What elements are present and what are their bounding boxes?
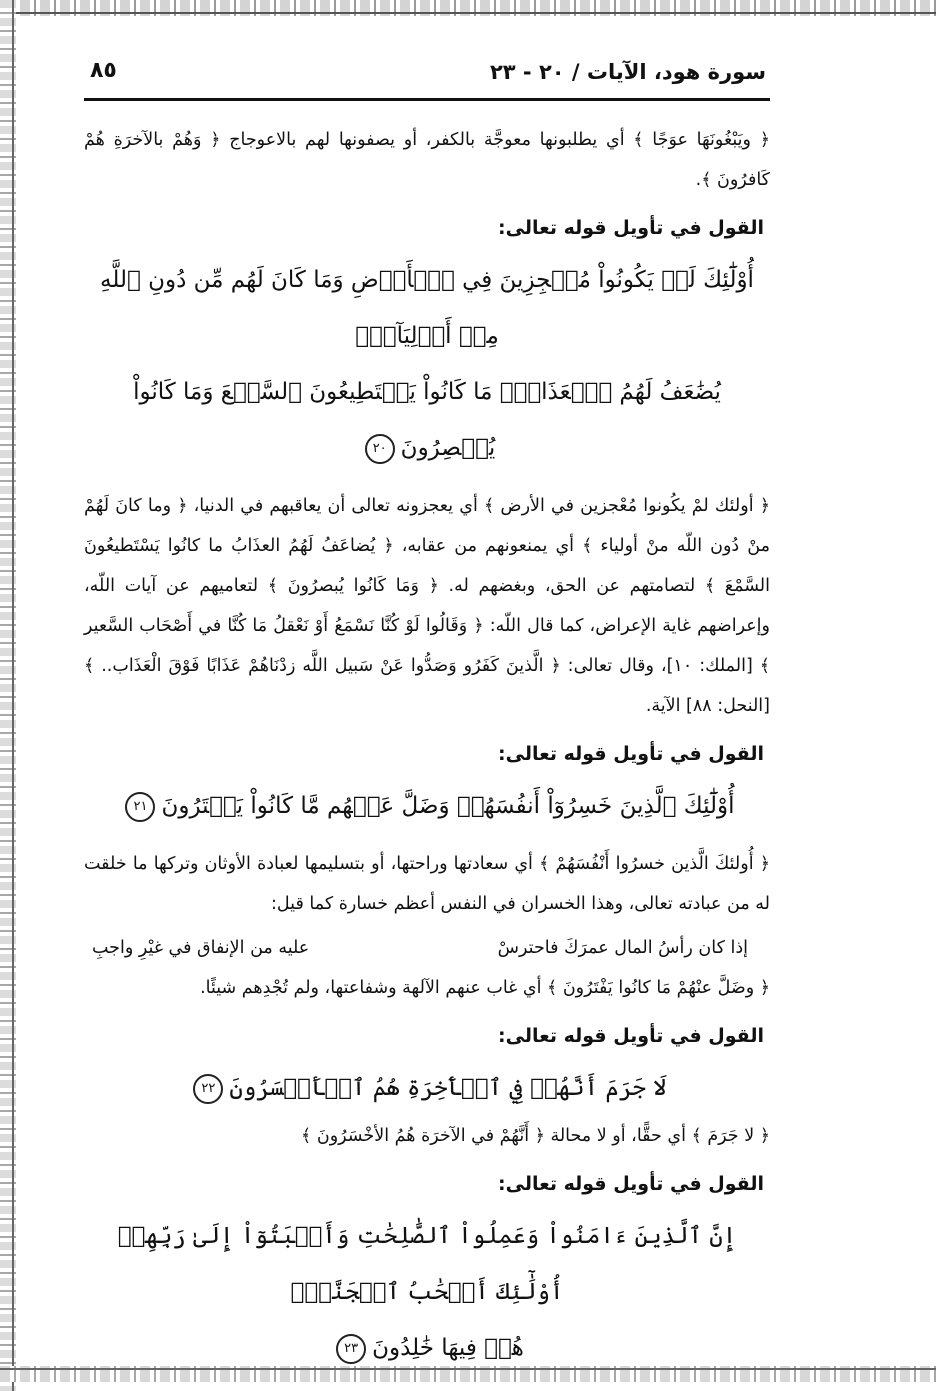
verse-text: إِنَّ ٱلَّذِينَ ءَامَنُواْ وَعَمِلُواْ ٱلصَّٰلِحَٰتِ وَأَخۡبَتُوٓاْ إِلَىٰ رَبِّهِمۡ أُوْلَٰٓئِكَ أَصۡحَٰبُ ٱلۡجَنَّةِۖ — [117, 1223, 737, 1305]
verse-text: أُوْلَٰٓئِكَ لَمۡ يَكُونُواْ مُعۡجِزِينَ فِي ٱلۡأَرۡضِ وَمَا كَانَ لَهُم مِّن دُونِ ٱللَّهِ مِنۡ أَوۡلِيَآءَۘ — [100, 267, 754, 349]
section-heading: القول في تأويل قوله تعالى: — [498, 1173, 764, 1195]
verse-21 — [84, 778, 770, 834]
section-heading: القول في تأويل قوله تعالى: — [498, 1025, 764, 1047]
verse-22 — [84, 1060, 770, 1116]
verse-text: أُوْلَٰٓئِكَ ٱلَّذِينَ خَسِرُوٓاْ أَنفُسَهُمۡ وَضَلَّ عَنۡهُم مَّا كَانُواْ يَفۡتَرُونَ — [161, 793, 735, 819]
verse-23-line-2 — [84, 1320, 770, 1376]
poem-verse — [84, 928, 770, 968]
ayah-number-marker: ٢١ — [125, 792, 155, 822]
commentary-paragraph: ﴿ وضَلَّ عنْهُمْ مَا كانُوا يَفْتَرُونَ ﴾ أي غاب عنهم الآلهة وشفاعتها، ولم تُجْدِهم شيئًا. — [200, 978, 770, 998]
commentary-paragraph: ﴿ أُولئكَ الَّذين خسرُوا أَنْفُسَهُمْ ﴾ أي سعادتها وراحتها، أو بتسليمها لعبادة الأوثان وتركها ما خلقت له من عبادته تعالى، وهذا الخسران في النفس أعظم خسارة كما قيل: — [84, 854, 770, 914]
verse-text: يُضَٰعَفُ لَهُمُ ٱلۡعَذَابُۚ مَا كَانُواْ يَسۡتَطِيعُونَ ٱلسَّمۡعَ وَمَا كَانُواْ يُبۡصِرُونَ — [133, 379, 721, 461]
verse-20-line-2 — [84, 364, 770, 476]
verse-text: لَا جَرَمَ أَنَّهُمۡ فِي ٱلۡأٓخِرَةِ هُمُ ٱلۡأَخۡسَرُونَ — [229, 1075, 667, 1101]
poem-hemistich-second: عليه من الإنفاق في غيْرِ واجبِ — [92, 938, 310, 958]
section-heading: القول في تأويل قوله تعالى: — [498, 217, 764, 239]
page-body — [84, 120, 770, 1376]
verse-text: هُمۡ فِيهَا خَٰلِدُونَ — [372, 1335, 524, 1361]
ornamental-border-top — [0, 0, 936, 16]
intro-paragraph: ﴿ ويَبْغُونَهَا عوَجًا ﴾ أي يطلبونها معوجَّة بالكفر، أو يصفونها لهم بالاعوجاج ﴿ وَهُمْ بالآخرَةِ هُمْ كَافرُونَ ﴾. — [84, 130, 770, 190]
verse-23-line-1 — [84, 1208, 770, 1320]
section-heading: القول في تأويل قوله تعالى: — [498, 743, 764, 765]
ornamental-border-left — [0, 0, 16, 1391]
verse-20-line-1 — [84, 252, 770, 364]
commentary-paragraph: ﴿ لا جَرَمَ ﴾ أي حقًّا، أو لا محالة ﴿ أَنَّهُمْ في الآخرَة هُمُ الأخْسَرُونَ ﴾ — [301, 1126, 770, 1146]
running-head: سورة هود، الآيات / ٢٠ - ٢٣ — [489, 60, 766, 84]
ayah-number-marker: ٢٣ — [336, 1334, 366, 1364]
page-header — [84, 58, 770, 101]
poem-hemistich-first: إذا كان رأسُ المال عمرَكَ فاحترسْ — [497, 938, 748, 958]
page-number: ٨٥ — [90, 58, 117, 83]
commentary-paragraph: ﴿ أولئك لمْ يكُونوا مُعْجزين في الأرض ﴾ أي يعجزونه تعالى أن يعاقبهم في الدنيا، ﴿ وما كانَ لَهُمْ منْ دُون اللّه منْ أولياء ﴾ أي يمنعونهم من عقابه، ﴿ يُضاعَفُ لَهُمُ العذَابُ ما كانُوا يَسْتَطيعُونَ السَّمْعَ ﴾ لتصامتهم عن الحق، وبغضهم له. ﴿ وَمَا كَانُوا يُبصرُونَ ﴾ لتعاميهم عن آيات اللّه، وإعراضهم غاية الإعراض، كما قال اللّه: ﴿ وَقَالُوا لَوْ كُنَّا نَسْمَعُ أَوْ نَعْقلُ مَا كُنَّا في أَصْحَاب السَّعير ﴾ [الملك: ١٠]، وقال تعالى: ﴿ الَّذينَ كَفَرُو وَصَدُّوا عَنْ سَبيل اللَّه زدْنَاهُمْ عَذَابًا فَوْقَ الْعَذَاب.. ﴾ [النحل: ٨٨] الآية. — [84, 496, 770, 716]
ayah-number-marker: ٢٢ — [193, 1074, 223, 1104]
ayah-number-marker: ٢٠ — [365, 434, 395, 464]
